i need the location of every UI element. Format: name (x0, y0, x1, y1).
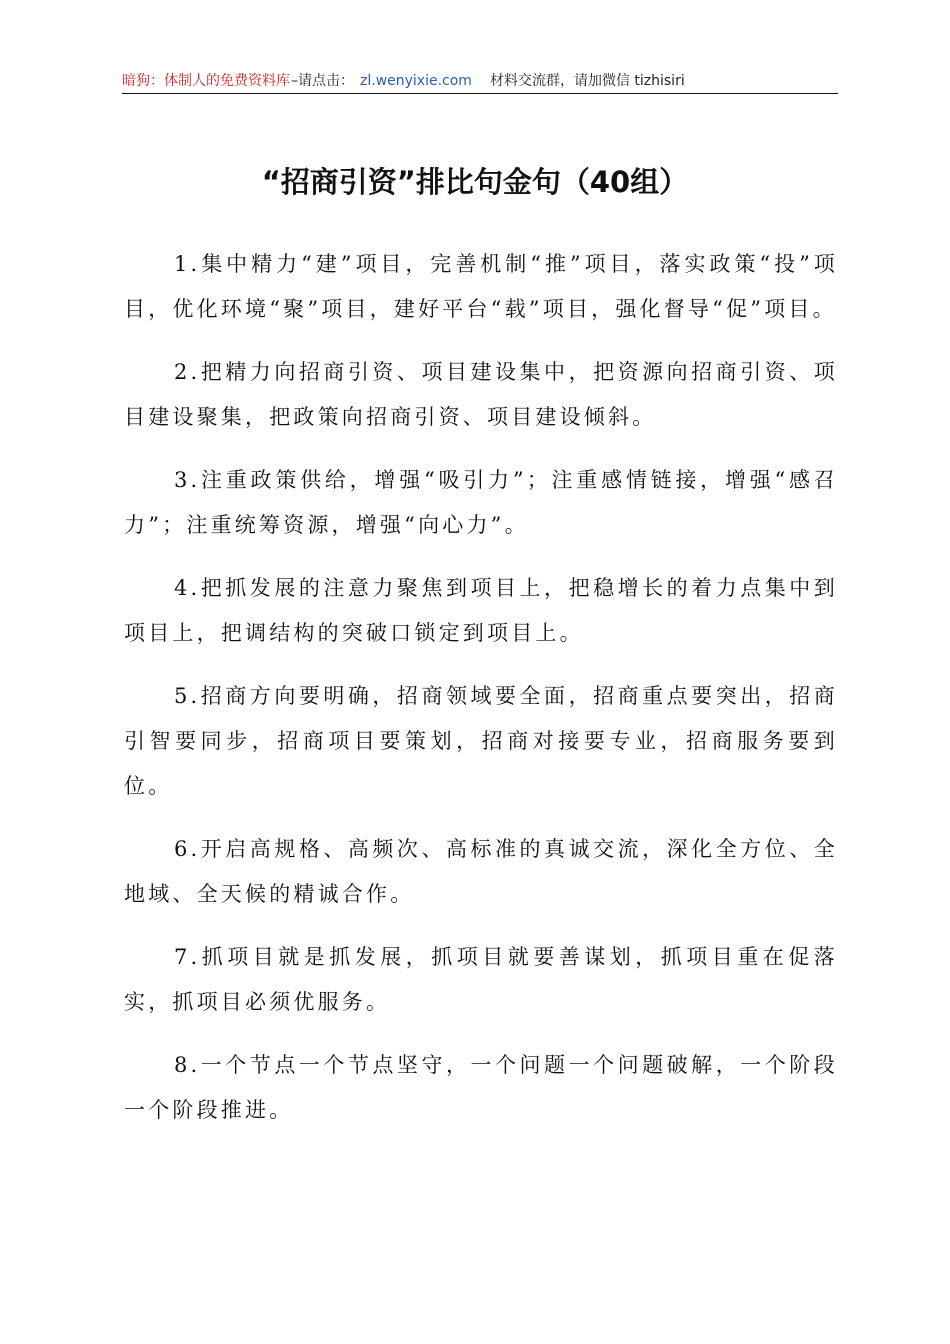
header-divider (122, 93, 838, 94)
paragraph-7: 7.抓项目就是抓发展，抓项目就要善谋划，抓项目重在促落实，抓项目必须优服务。 (124, 945, 838, 1014)
header-brand: 暗狗：体制人的免费资料库 (122, 73, 290, 89)
paragraph-3: 3.注重政策供给，增强“吸引力”；注重感情链接，增强“感召力”；注重统筹资源，增强“向心力”。 (124, 468, 838, 537)
paragraph-8: 8.一个节点一个节点坚守，一个问题一个问题破解，一个阶段一个阶段推进。 (124, 1053, 838, 1122)
header-link[interactable]: zl.wenyixie.com (360, 73, 472, 89)
document-title: “招商引资”排比句金句（40组） (261, 165, 689, 199)
paragraph-5: 5.招商方向要明确，招商领域要全面，招商重点要突出，招商引智要同步，招商项目要策划，招商对接要专业，招商服务要到位。 (124, 684, 838, 798)
page-header (122, 70, 838, 92)
paragraph-1: 1.集中精力“建”项目，完善机制“推”项目，落实政策“投”项目，优化环境“聚”项目，建好平台“载”项目，强化督导“促”项目。 (124, 252, 838, 321)
document-body (124, 242, 838, 1151)
header-contact: 材料交流群，请加微信 tizhisiri (489, 73, 685, 89)
paragraph-6: 6.开启高规格、高频次、高标准的真诚交流，深化全方位、全地域、全天候的精诚合作。 (124, 837, 838, 906)
header-prompt: –请点击： (291, 73, 354, 89)
paragraph-2: 2.把精力向招商引资、项目建设集中，把资源向招商引资、项目建设聚集，把政策向招商引资、项目建设倾斜。 (124, 360, 838, 429)
paragraph-4: 4.把抓发展的注意力聚焦到项目上，把稳增长的着力点集中到项目上，把调结构的突破口锁定到项目上。 (124, 576, 838, 645)
